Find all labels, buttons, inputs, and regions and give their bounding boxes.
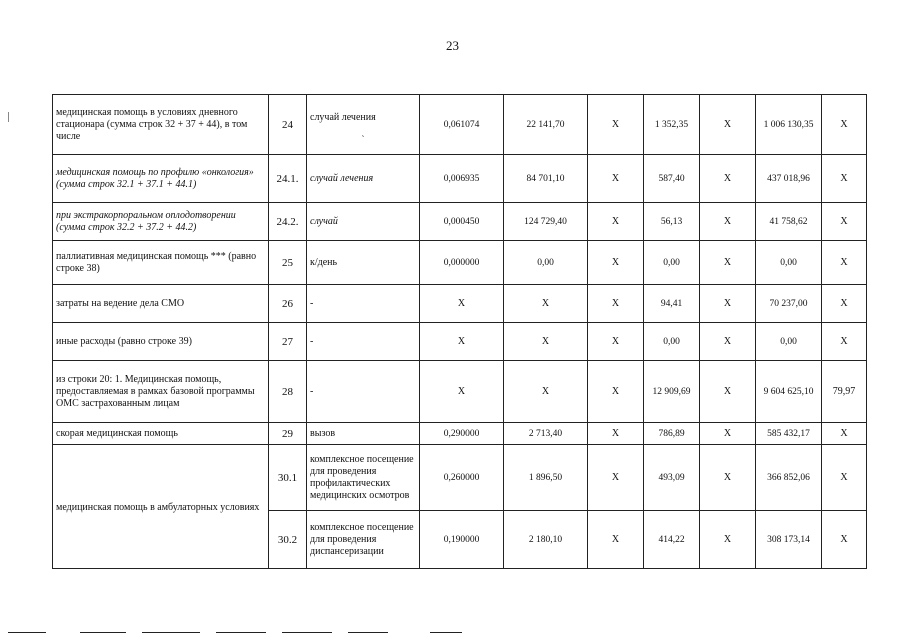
row-norm: 0,000000 bbox=[420, 241, 504, 285]
row-name: паллиативная медицинская помощь *** (равно строке 38) bbox=[53, 241, 269, 285]
row-c7: 56,13 bbox=[644, 203, 700, 241]
row-c9: 437 018,96 bbox=[756, 155, 822, 203]
row-c6: X bbox=[588, 361, 644, 423]
row-number: 25 bbox=[269, 241, 307, 285]
row-c7: 1 352,35 bbox=[644, 95, 700, 155]
row-c9: 0,00 bbox=[756, 241, 822, 285]
rule-segment bbox=[348, 632, 388, 633]
rule-segment bbox=[80, 632, 126, 633]
table-row bbox=[53, 323, 867, 361]
row-name: иные расходы (равно строке 39) bbox=[53, 323, 269, 361]
table-row bbox=[53, 95, 867, 155]
row-unit: случай bbox=[307, 203, 420, 241]
row-c8: X bbox=[700, 423, 756, 445]
row-c10: X bbox=[822, 423, 867, 445]
row-unit: - bbox=[307, 361, 420, 423]
row-c7: 12 909,69 bbox=[644, 361, 700, 423]
row-name: из строки 20: 1. Медицинская помощь, предоставляемая в рамках базовой программы ОМС застрахованным лицам bbox=[53, 361, 269, 423]
row-c8: X bbox=[700, 203, 756, 241]
row-cost: X bbox=[504, 323, 588, 361]
row-c7: 414,22 bbox=[644, 511, 700, 569]
table-row bbox=[53, 203, 867, 241]
row-cost: 124 729,40 bbox=[504, 203, 588, 241]
row-cost: 1 896,50 bbox=[504, 445, 588, 511]
row-c6: X bbox=[588, 241, 644, 285]
row-norm: 0,260000 bbox=[420, 445, 504, 511]
row-c6: X bbox=[588, 423, 644, 445]
row-c8: X bbox=[700, 361, 756, 423]
row-unit bbox=[307, 95, 420, 155]
row-c7: 0,00 bbox=[644, 241, 700, 285]
row-c10: X bbox=[822, 203, 867, 241]
row-cost: 0,00 bbox=[504, 241, 588, 285]
row-unit: к/день bbox=[307, 241, 420, 285]
row-cost: 2 713,40 bbox=[504, 423, 588, 445]
row-c9: 1 006 130,35 bbox=[756, 95, 822, 155]
row-number: 29 bbox=[269, 423, 307, 445]
row-c6: X bbox=[588, 285, 644, 323]
row-c9: 70 237,00 bbox=[756, 285, 822, 323]
page-number: 23 bbox=[446, 38, 459, 53]
table-row bbox=[53, 241, 867, 285]
row-name: медицинская помощь в условиях дневного стационара (сумма строк 32 + 37 + 44), в том числе bbox=[53, 95, 269, 155]
row-name: затраты на ведение дела СМО bbox=[53, 285, 269, 323]
row-c9: 9 604 625,10 bbox=[756, 361, 822, 423]
row-c10: X bbox=[822, 511, 867, 569]
table-row bbox=[53, 285, 867, 323]
row-number: 28 bbox=[269, 361, 307, 423]
row-number: 27 bbox=[269, 323, 307, 361]
table-row bbox=[53, 423, 867, 445]
row-name: скорая медицинская помощь bbox=[53, 423, 269, 445]
row-cost: 84 701,10 bbox=[504, 155, 588, 203]
group-name: медицинская помощь в амбулаторных условиях bbox=[53, 445, 269, 569]
row-c10: X bbox=[822, 285, 867, 323]
row-c7: 786,89 bbox=[644, 423, 700, 445]
row-c7: 0,00 bbox=[644, 323, 700, 361]
row-number: 24 bbox=[269, 95, 307, 155]
stray-mark: ˎ bbox=[361, 126, 365, 137]
margin-mark bbox=[8, 112, 9, 122]
rule-segment bbox=[142, 632, 200, 633]
row-unit: комплексное посещение для проведения диспансеризации bbox=[307, 511, 420, 569]
row-c9: 0,00 bbox=[756, 323, 822, 361]
row-norm: X bbox=[420, 285, 504, 323]
row-number: 30.2 bbox=[269, 511, 307, 569]
row-c10: X bbox=[822, 241, 867, 285]
rule-segment bbox=[216, 632, 266, 633]
row-norm: 0,290000 bbox=[420, 423, 504, 445]
row-number: 30.1 bbox=[269, 445, 307, 511]
row-cost: 2 180,10 bbox=[504, 511, 588, 569]
row-c10: 79,97 bbox=[822, 361, 867, 423]
row-norm: 0,061074 bbox=[420, 95, 504, 155]
row-c10: X bbox=[822, 445, 867, 511]
row-c8: X bbox=[700, 241, 756, 285]
row-c7: 94,41 bbox=[644, 285, 700, 323]
row-c6: X bbox=[588, 445, 644, 511]
row-c10: X bbox=[822, 323, 867, 361]
row-c8: X bbox=[700, 445, 756, 511]
tariff-table bbox=[52, 94, 867, 569]
row-norm: X bbox=[420, 323, 504, 361]
row-unit: - bbox=[307, 323, 420, 361]
row-c7: 587,40 bbox=[644, 155, 700, 203]
row-number: 24.2. bbox=[269, 203, 307, 241]
row-unit: вызов bbox=[307, 423, 420, 445]
row-c9: 366 852,06 bbox=[756, 445, 822, 511]
row-name: при экстракорпоральном оплодотворении (сумма строк 32.2 + 37.2 + 44.2) bbox=[53, 203, 269, 241]
row-c6: X bbox=[588, 323, 644, 361]
row-c8: X bbox=[700, 155, 756, 203]
row-c9: 585 432,17 bbox=[756, 423, 822, 445]
row-norm: X bbox=[420, 361, 504, 423]
rule-segment bbox=[8, 632, 46, 633]
row-c9: 41 758,62 bbox=[756, 203, 822, 241]
row-unit: комплексное посещение для проведения профилактических медицинских осмотров bbox=[307, 445, 420, 511]
table-row bbox=[53, 155, 867, 203]
table-row bbox=[53, 445, 867, 511]
row-c8: X bbox=[700, 323, 756, 361]
row-unit: - bbox=[307, 285, 420, 323]
row-norm: 0,190000 bbox=[420, 511, 504, 569]
rule-segment bbox=[282, 632, 332, 633]
row-norm: 0,006935 bbox=[420, 155, 504, 203]
row-c10: X bbox=[822, 155, 867, 203]
rule-segment bbox=[430, 632, 462, 633]
row-unit: случай лечения bbox=[307, 155, 420, 203]
row-number: 26 bbox=[269, 285, 307, 323]
row-c7: 493,09 bbox=[644, 445, 700, 511]
row-norm: 0,000450 bbox=[420, 203, 504, 241]
row-c6: X bbox=[588, 155, 644, 203]
unit-text: случай лечения bbox=[310, 111, 376, 123]
row-cost: X bbox=[504, 285, 588, 323]
row-name: медицинская помощь по профилю «онкология» (сумма строк 32.1 + 37.1 + 44.1) bbox=[53, 155, 269, 203]
row-c8: X bbox=[700, 285, 756, 323]
row-c6: X bbox=[588, 511, 644, 569]
table-row bbox=[53, 361, 867, 423]
row-c8: X bbox=[700, 511, 756, 569]
row-c6: X bbox=[588, 95, 644, 155]
row-cost: 22 141,70 bbox=[504, 95, 588, 155]
row-cost: X bbox=[504, 361, 588, 423]
row-c6: X bbox=[588, 203, 644, 241]
page-bottom-rules bbox=[0, 632, 905, 636]
row-c10: X bbox=[822, 95, 867, 155]
row-number: 24.1. bbox=[269, 155, 307, 203]
row-c9: 308 173,14 bbox=[756, 511, 822, 569]
row-c8: X bbox=[700, 95, 756, 155]
